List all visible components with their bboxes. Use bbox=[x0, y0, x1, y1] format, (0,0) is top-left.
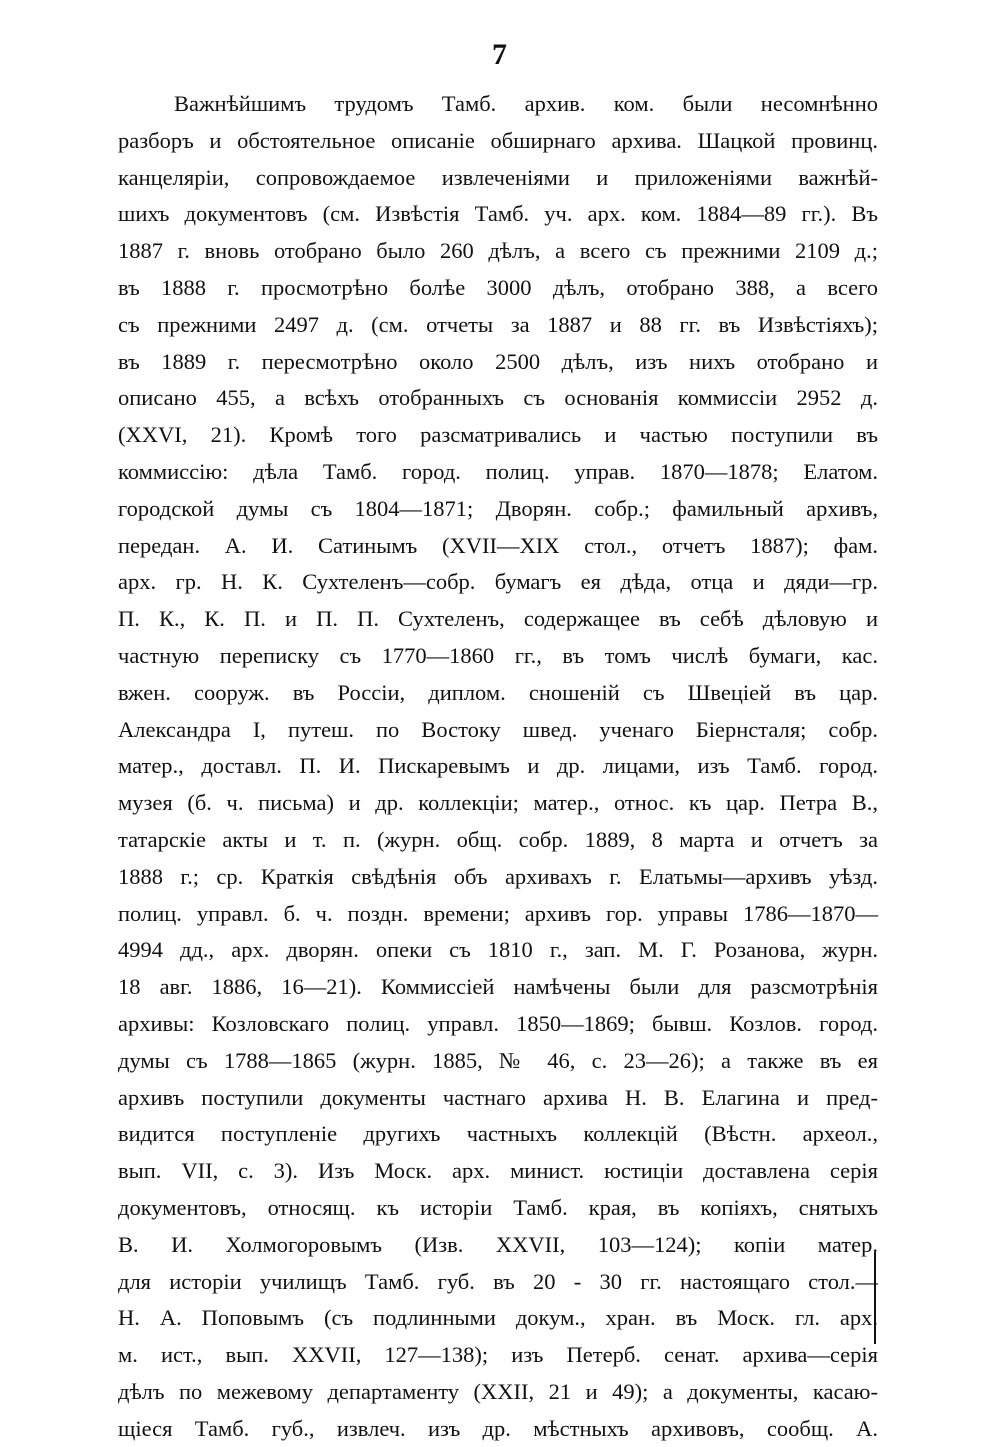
text-line: музея (б. ч. письма) и др. коллекціи; матер., относ. къ цар. Петра В., bbox=[118, 790, 878, 816]
text-line: вып. VII, с. 3). Изъ Моск. арх. минист. юстиціи доставлена серія bbox=[118, 1158, 878, 1184]
text-line: дѣлъ по межевому департаменту (XXII, 21 и 49); а документы, касаю- bbox=[118, 1378, 878, 1404]
text-line: городской думы съ 1804—1871; Дворян. собр.; фамильный архивъ, bbox=[118, 495, 878, 521]
text-line: Важнѣйшимъ трудомъ Тамб. архив. ком. были несомнѣнно bbox=[174, 91, 878, 116]
text-line: вжен. сооруж. въ Россіи, диплом. сношеній съ Швеціей въ цар. bbox=[118, 679, 878, 705]
text-line: Н. А. Поповымъ (съ подлинными докум., хран. въ Моск. гл. арх. bbox=[118, 1305, 878, 1331]
text-line: матер., доставл. П. И. Пискаревымъ и др. лицами, изъ Тамб. город. bbox=[118, 753, 878, 779]
text-line: м. ист., вып. XXVII, 127—138); изъ Петерб. сенат. архива—серія bbox=[118, 1342, 878, 1368]
text-line: разборъ и обстоятельное описаніе обширнаго архива. Шацкой провинц. bbox=[118, 127, 878, 153]
text-line: В. И. Холмогоровымъ (Изв. XXVII, 103—124); копіи матер. bbox=[118, 1231, 878, 1257]
text-line: 1887 г. вновь отобрано было 260 дѣлъ, а всего съ прежними 2109 д.; bbox=[118, 238, 878, 264]
body-text bbox=[118, 86, 878, 1447]
text-line: 4994 дд., арх. дворян. опеки съ 1810 г., зап. М. Г. Розанова, журн. bbox=[118, 937, 878, 963]
text-line: думы съ 1788—1865 (журн. 1885, № 46, с. 23—26); а также въ ея bbox=[118, 1047, 878, 1073]
text-line: архивы: Козловскаго полиц. управл. 1850—1869; бывш. Козлов. город. bbox=[118, 1010, 878, 1036]
text-line: коммиссію: дѣла Тамб. город. полиц. управ. 1870—1878; Елатом. bbox=[118, 458, 878, 484]
text-line: въ 1889 г. пересмотрѣно около 2500 дѣлъ, изъ нихъ отобрано и bbox=[118, 348, 878, 374]
text-line: частную переписку съ 1770—1860 гг., въ томъ числѣ бумаги, кас. bbox=[118, 642, 878, 668]
text-line: съ прежними 2497 д. (см. отчеты за 1887 и 88 гг. въ Извѣстіяхъ); bbox=[118, 311, 878, 337]
text-line: татарскіе акты и т. п. (журн. общ. собр. 1889, 8 марта и отчетъ за bbox=[118, 826, 878, 852]
page-number: 7 bbox=[492, 38, 508, 71]
text-line: канцеляріи, сопровождаемое извлеченіями и приложеніями важнѣй- bbox=[118, 164, 878, 190]
text-line: для исторіи училищъ Тамб. губ. въ 20 - 30 гг. настоящаго стол.— bbox=[118, 1268, 878, 1294]
text-line: передан. А. И. Сатинымъ (XVII—XIX стол., отчетъ 1887); фам. bbox=[118, 532, 878, 558]
text-line: (XXVI, 21). Кромѣ того разсматривались и частью поступили въ bbox=[118, 422, 878, 448]
text-line: 1888 г.; ср. Краткія свѣдѣнія объ архивахъ г. Елатьмы—архивъ уѣзд. bbox=[118, 863, 878, 889]
text-line: 18 авг. 1886, 16—21). Коммиссіей намѣчены были для разсмотрѣнія bbox=[118, 974, 878, 1000]
text-line: П. К., К. П. и П. П. Сухтеленъ, содержащее въ себѣ дѣловую и bbox=[118, 606, 878, 632]
text-line: описано 455, а всѣхъ отобранныхъ съ основанія коммиссіи 2952 д. bbox=[118, 385, 878, 411]
text-line: видится поступленіе другихъ частныхъ коллекцій (Вѣстн. археол., bbox=[118, 1121, 878, 1147]
text-line: шихъ документовъ (см. Извѣстія Тамб. уч. арх. ком. 1884—89 гг.). Въ bbox=[118, 201, 878, 227]
text-line: щіеся Тамб. губ., извлеч. изъ др. мѣстныхъ архивовъ, сообщ. А. bbox=[118, 1415, 878, 1441]
text-line: архивъ поступили документы частнаго архива Н. В. Елагина и пред- bbox=[118, 1084, 878, 1110]
text-line: арх. гр. Н. К. Сухтеленъ—собр. бумагъ ея дѣда, отца и дяди—гр. bbox=[118, 569, 878, 595]
text-line: документовъ, относящ. къ исторіи Тамб. края, въ копіяхъ, снятыхъ bbox=[118, 1194, 878, 1220]
text-line: полиц. управл. б. ч. поздн. времени; архивъ гор. управы 1786—1870— bbox=[118, 900, 878, 926]
text-line: въ 1888 г. просмотрѣно болѣе 3000 дѣлъ, отобрано 388, а всего bbox=[118, 274, 878, 300]
margin-mark bbox=[874, 1252, 884, 1344]
text-line: Александра I, путеш. по Востоку швед. ученаго Біернсталя; собр. bbox=[118, 716, 878, 742]
